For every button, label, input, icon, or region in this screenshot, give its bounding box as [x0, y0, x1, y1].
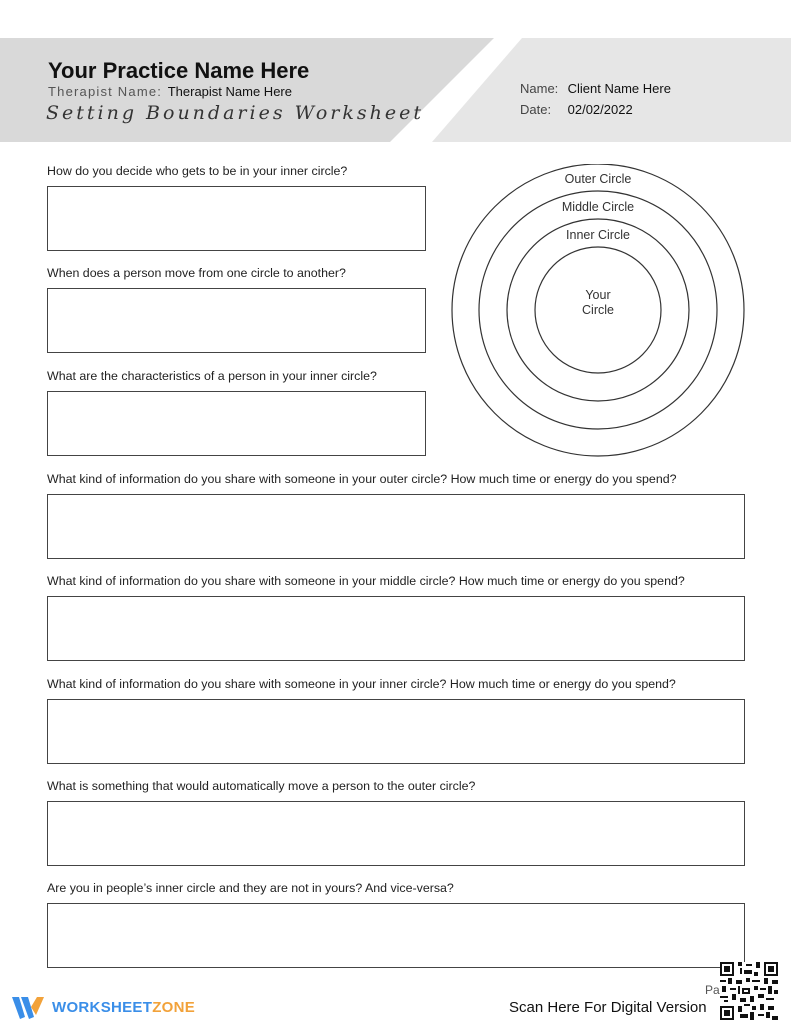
client-name-row: [520, 81, 671, 96]
date-row: [520, 102, 633, 117]
question-1: How do you decide who gets to be in your inner circle?: [47, 164, 348, 178]
client-name: Client Name Here: [567, 81, 671, 96]
logo-word-zone: ZONE: [152, 999, 196, 1016]
date-value: 02/02/2022: [567, 102, 633, 117]
middle-circle-label: Middle Circle: [561, 200, 635, 214]
page-label: Pa: [705, 983, 720, 997]
question-4: What kind of information do you share with someone in your outer circle? How much time or energy do you spend?: [47, 472, 677, 486]
worksheetzone-logo-text: [52, 999, 195, 1016]
question-3: What are the characteristics of a person in your inner circle?: [47, 369, 377, 383]
name-label: Name:: [520, 81, 559, 96]
answer-box-8[interactable]: [47, 903, 745, 968]
therapist-name: Therapist Name Here: [167, 84, 292, 99]
date-label: Date:: [520, 102, 552, 117]
answer-box-1[interactable]: [47, 186, 426, 251]
your-circle-label-line1: Your: [585, 288, 611, 302]
question-8: Are you in people’s inner circle and they are not in yours? And vice-versa?: [47, 881, 454, 895]
scan-here-text: Scan Here For Digital Version: [509, 999, 707, 1016]
practice-name: Your Practice Name Here: [48, 58, 310, 83]
question-7: What is something that would automatically move a person to the outer circle?: [47, 779, 476, 793]
therapist-line: [48, 84, 292, 99]
answer-box-3[interactable]: [47, 391, 426, 456]
worksheetzone-logo-icon: [12, 995, 48, 1021]
answer-box-5[interactable]: [47, 596, 745, 661]
qr-code-icon[interactable]: [720, 962, 778, 1020]
worksheet-title: Setting Boundaries Worksheet: [46, 102, 424, 124]
your-circle-label-line2: Circle: [582, 303, 614, 317]
therapist-label: Therapist Name:: [48, 84, 163, 99]
answer-box-2[interactable]: [47, 288, 426, 353]
question-6: What kind of information do you share with someone in your inner circle? How much time or energy do you spend?: [47, 677, 676, 691]
question-2: When does a person move from one circle to another?: [47, 266, 346, 280]
answer-box-4[interactable]: [47, 494, 745, 559]
question-5: What kind of information do you share with someone in your middle circle? How much time or energy do you spend?: [47, 574, 685, 588]
logo-word-worksheet: WORKSHEET: [52, 999, 153, 1016]
outer-circle-label: Outer Circle: [564, 172, 632, 186]
inner-circle-label: Inner Circle: [566, 228, 630, 242]
answer-box-7[interactable]: [47, 801, 745, 866]
answer-box-6[interactable]: [47, 699, 745, 764]
